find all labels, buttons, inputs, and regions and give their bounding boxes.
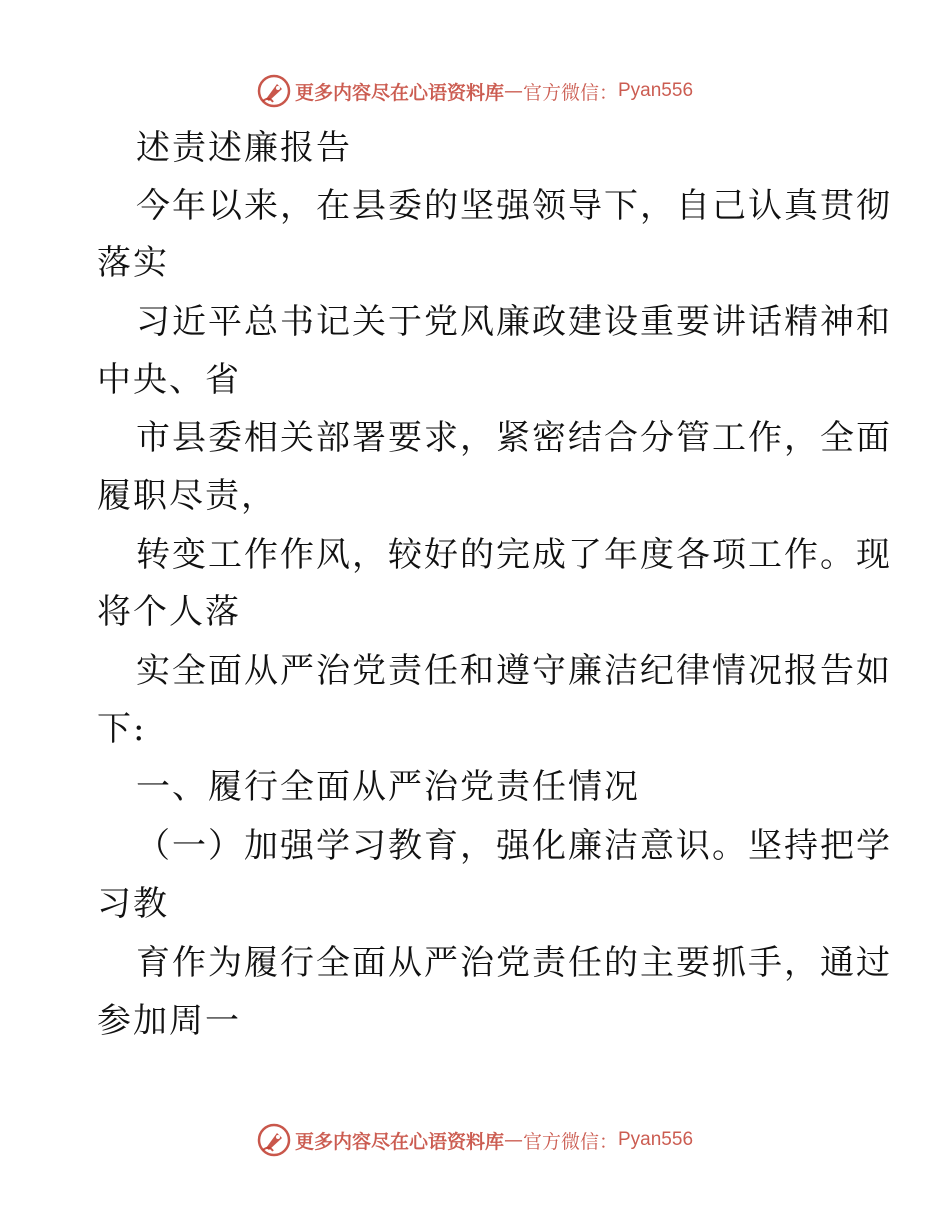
paragraph-line: 转变工作作风，较好的完成了年度各项工作。现: [136, 535, 892, 575]
paragraph-line: 市县委相关部署要求，紧密结合分管工作，全面: [136, 418, 892, 458]
paragraph-line: 实全面从严治党责任和遵守廉洁纪律情况报告如: [136, 651, 892, 691]
subsection-heading: （一）加强学习教育，强化廉洁意识。坚持把学: [136, 826, 892, 866]
watermark-sub-text: 官方微信：: [522, 1130, 618, 1153]
paragraph-line: 将个人落: [97, 592, 241, 632]
watermark-main-text: 更多内容尽在心语资料库: [294, 1130, 504, 1153]
watermark-main-text: 更多内容尽在心语资料库: [294, 81, 504, 104]
paragraph-line: 履职尽责，: [97, 476, 277, 516]
watermark-separator: —: [503, 80, 523, 102]
section-heading: 一、履行全面从严治党责任情况: [136, 767, 640, 807]
pen-nib-logo-icon: [257, 1123, 291, 1157]
watermark-wechat-id: Pyan556: [618, 80, 694, 101]
watermark-sub-text: 官方微信：: [522, 81, 618, 104]
paragraph-line: 下:: [97, 709, 147, 749]
header-watermark: [0, 71, 950, 111]
watermark-wechat-id: Pyan556: [618, 1129, 694, 1150]
pen-nib-logo-icon: [257, 74, 291, 108]
paragraph-line: 今年以来，在县委的坚强领导下，自己认真贯彻: [136, 186, 892, 226]
paragraph-line: 育作为履行全面从严治党责任的主要抓手，通过: [136, 943, 892, 983]
paragraph-line: 中央、省: [97, 360, 241, 400]
footer-watermark: [0, 1120, 950, 1160]
paragraph-line: 参加周一: [97, 1001, 241, 1041]
document-title: 述责述廉报告: [136, 128, 352, 168]
paragraph-line: 习教: [97, 884, 169, 924]
watermark-separator: —: [503, 1129, 523, 1151]
paragraph-line: 习近平总书记关于党风廉政建设重要讲话精神和: [136, 302, 892, 342]
paragraph-line: 落实: [97, 243, 169, 283]
